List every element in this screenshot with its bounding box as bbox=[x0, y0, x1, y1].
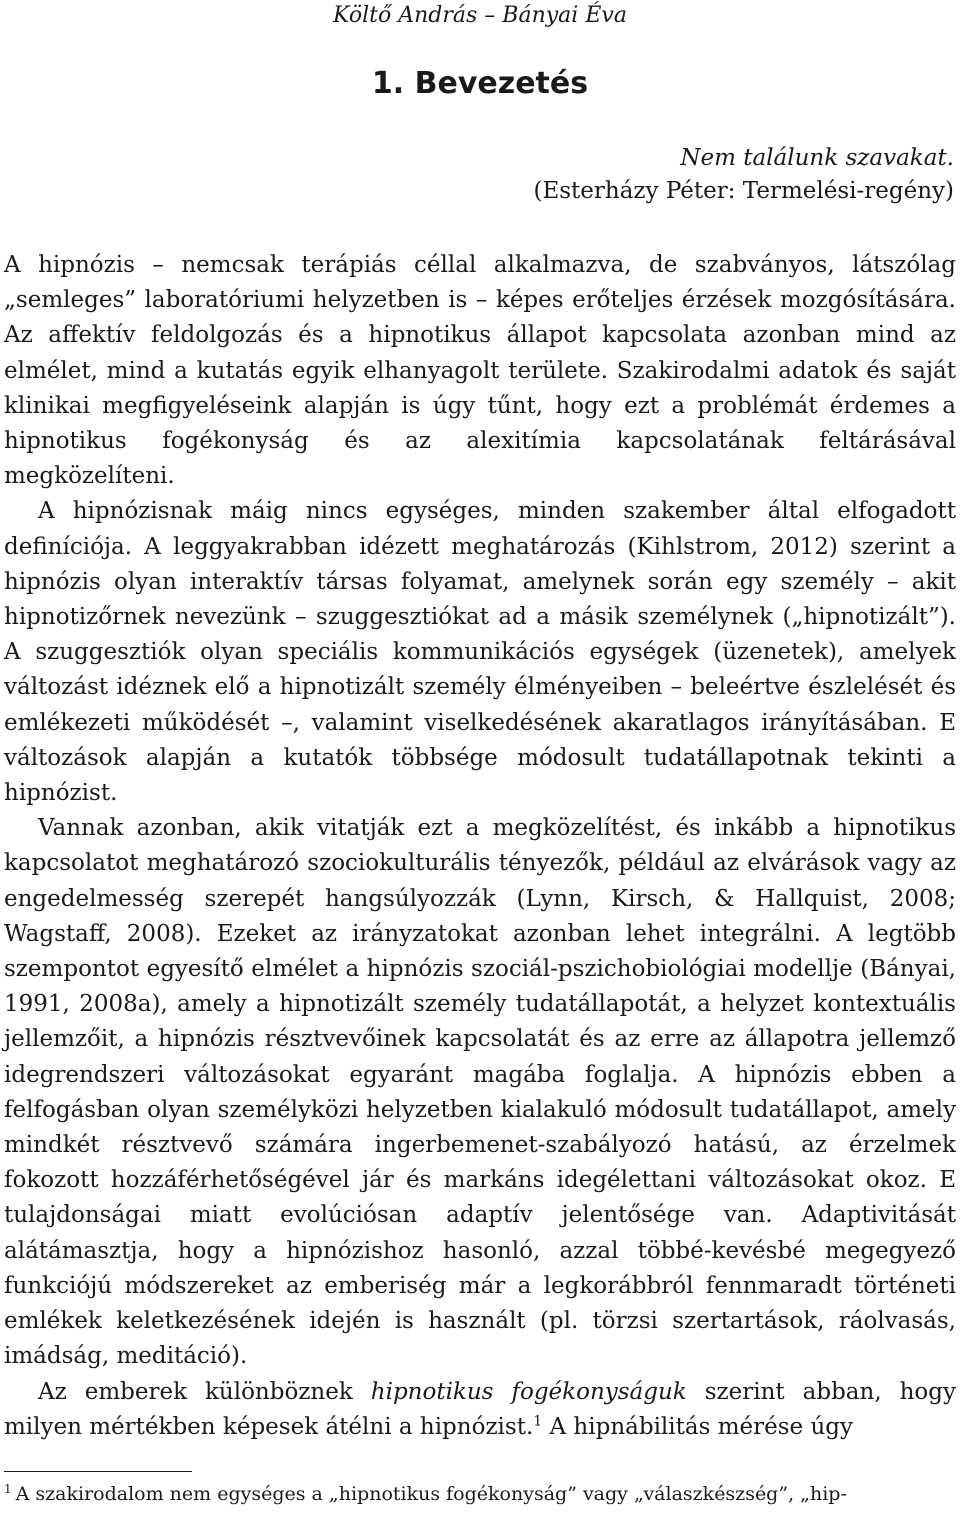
epigraph-source: (Esterházy Péter: Termelési-regény) bbox=[533, 178, 954, 204]
footnote bbox=[4, 1481, 956, 1507]
footnote-reference[interactable]: 1 bbox=[533, 1413, 543, 1430]
footnote-number: 1 bbox=[4, 1481, 12, 1496]
italic-term: hipnotikus fogékonyságuk bbox=[370, 1378, 687, 1405]
epigraph bbox=[533, 142, 954, 208]
paragraph-1: A hipnózis – nemcsak terápiás céllal alkalmazva, de szabványos, látszólag „semleges” laboratóriumi helyzetben is – képes erőteljes érzések mozgósítására. Az affektív feldolgozás és a hipnotikus állapot kapcsolata azonban mind az elmélet, mind a kutatás egyik elhanyagolt területe. Szakirodalmi adatok és saját klinikai megfigyeléseink alapján is úgy tűnt, hogy ezt a problémát érdemes a hipnotikus fogékonyság és az alexitímia kapcsolatának feltárásával megközelíteni. bbox=[4, 252, 956, 490]
footnote-divider bbox=[4, 1471, 192, 1472]
paragraph-2: A hipnózisnak máig nincs egységes, minden szakember által elfogadott definíciója. A leggyakrabban idézett meghatározás (Kihlstrom, 2012) szerint a hipnózis olyan interaktív társas folyamat, amelynek során egy személy – akit hipnotizőrnek nevezünk – szuggesztiókat ad a másik személynek („hipnotizált”). A szuggesztiók olyan speciális kommunikációs egységek (üzenetek), amelyek változást idéznek elő a hipnotizált személy élményeiben – beleértve észlelését és emlékezeti működését –, valamint viselkedésének akaratlagos irányításában. E változások alapján a kutatók többsége módosult tudatállapotnak tekinti a hipnózist. bbox=[4, 498, 956, 807]
paragraph-4-start: Az emberek különböznek bbox=[38, 1378, 371, 1405]
epigraph-quote: Nem találunk szavakat. bbox=[680, 145, 954, 171]
paragraph-4 bbox=[4, 1375, 956, 1445]
footnote-text: A szakirodalom nem egységes a „hipnotikus fogékonyság” vagy „válaszkészség”, „hip- bbox=[15, 1483, 847, 1505]
paragraph-4-end: A hipnábilitás mérése úgy bbox=[542, 1413, 853, 1440]
body-text bbox=[4, 248, 956, 1445]
paragraph-3: Vannak azonban, akik vitatják ezt a megközelítést, és inkább a hipnotikus kapcsolatot meghatározó szociokulturális tényezők, például az elvárások vagy az engedelmesség szerepét hangsúlyozzák (Lynn, Kirsch, & Hallquist, 2008; Wagstaff, 2008). Ezeket az irányzatokat azonban lehet integrálni. A legtöbb szempontot egyesítő elmélet a hipnózis szociál-pszichobiológiai modellje (Bányai, 1991, 2008a), amely a hipnotizált személy tudatállapotát, a helyzet kontextuális jellemzőit, a hipnózis résztvevőinek kapcsolatát és az erre az állapotra jellemző idegrendszeri változásokat egyaránt magába foglalja. A hipnózis ebben a felfogásban olyan személyközi helyzetben kialakuló módosult tudatállapot, amely mindkét résztvevő számára ingerbemenet-szabályozó hatású, az érzelmek fokozott hozzáférhetőségével jár és markáns idegélettani változásokat okoz. E tulajdonságai miatt evolúciósan adaptív jelentősége van. Adaptivitását alátámasztja, hogy a hipnózishoz hasonló, azzal többé-kevésbé megegyező funkciójú módszereket az emberiség már a legkorábbról fennmaradt történeti emlékek keletkezésének idején is használt (pl. törzsi szertartások, ráolvasás, imádság, meditáció). bbox=[4, 815, 956, 1370]
running-head: Költő András – Bányai Éva bbox=[333, 3, 627, 28]
section-heading: 1. Bevezetés bbox=[371, 66, 589, 101]
paragraph-4-middle: szerint abban, hogy milyen mértékben képesek átélni a hipnózist. bbox=[4, 1378, 956, 1440]
